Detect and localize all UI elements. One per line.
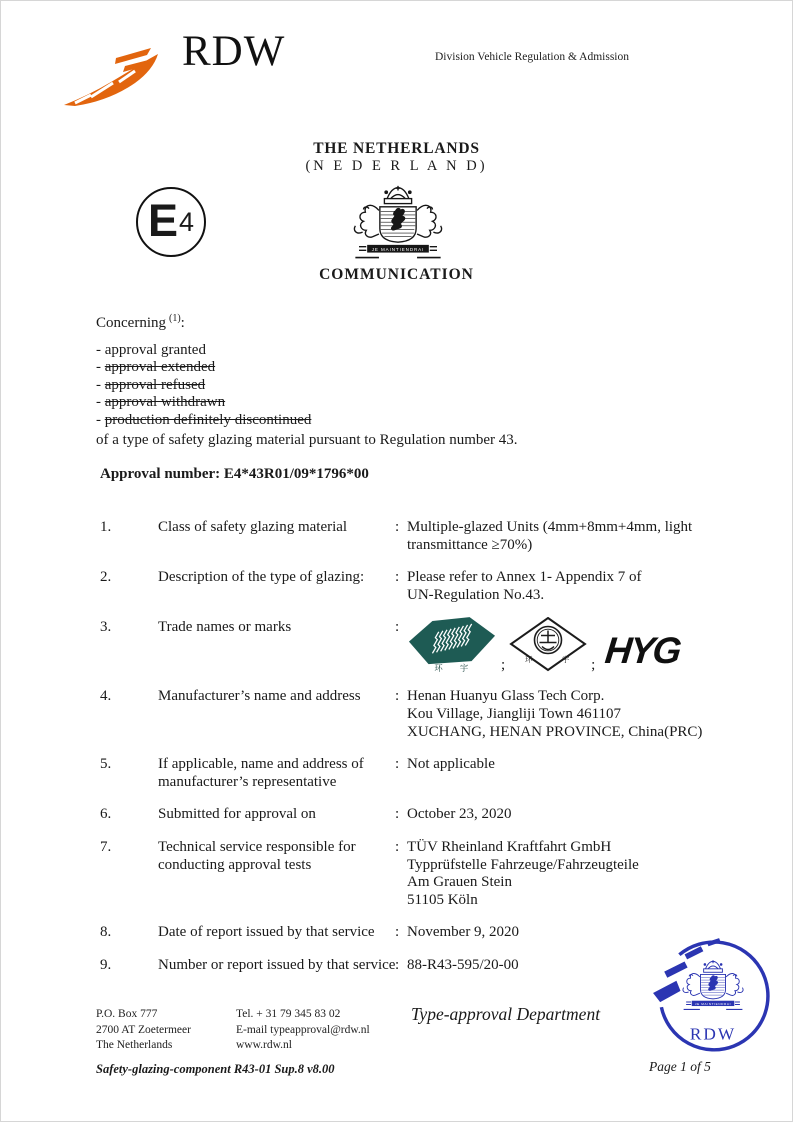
option-text-struck: approval withdrawn	[104, 394, 226, 411]
address-line: P.O. Box 777	[96, 1008, 158, 1020]
approval-item-5	[100, 756, 714, 791]
item-label	[158, 569, 395, 604]
mark-caption: 宇	[459, 664, 469, 674]
option-text-struck: approval refused	[104, 376, 206, 393]
item-label-line: Trade names or marks	[158, 619, 292, 636]
concerning-option	[96, 377, 311, 394]
mark-separator: ;	[591, 657, 596, 674]
item-value-line: Please refer to Annex 1- Appendix 7 of	[407, 569, 642, 586]
e-mark-number: 4	[178, 206, 195, 237]
item-value-lines	[407, 619, 684, 673]
rdw-stamp	[650, 937, 774, 1055]
page-indicator: Page 1 of 5	[649, 1059, 711, 1074]
contact-line: E-mail typeapproval@rdw.nl	[236, 1023, 370, 1036]
item-value	[395, 806, 714, 824]
rdw-wordmark: RDW	[182, 28, 286, 75]
stamp-rdw-text: RDW	[689, 1024, 737, 1044]
item-number: 4.	[100, 688, 112, 705]
item-label-line: conducting approval tests	[158, 856, 312, 873]
item-value-lines	[407, 688, 702, 741]
concerning-option	[96, 412, 311, 429]
approval-item-6	[100, 806, 714, 824]
item-label	[158, 957, 395, 975]
item-label-line: If applicable, name and address of	[158, 756, 364, 773]
item-value-line: transmittance ≥70%)	[407, 536, 533, 553]
approval-item-2	[100, 569, 714, 604]
trade-marks	[407, 616, 684, 673]
option-dash: -	[96, 359, 105, 376]
item-value-lines	[407, 957, 519, 975]
value-colon: :	[395, 756, 400, 773]
option-text-struck: production definitely discontinued	[104, 411, 312, 428]
approval-items-table	[100, 519, 714, 990]
concerning-options-list	[96, 342, 311, 429]
approval-number-value: E4*43R01/09*1796*00	[223, 466, 369, 482]
item-value-line: 51105 Köln	[407, 891, 478, 908]
item-label	[158, 806, 395, 824]
item-value-lines	[407, 519, 692, 554]
item-number: 6.	[100, 806, 112, 823]
item-label	[158, 619, 395, 673]
footnote-ref: (1)	[169, 313, 181, 324]
item-number: 5.	[100, 756, 112, 773]
item-label-line: Technical service responsible for	[158, 838, 356, 855]
item-label-line: Class of safety glazing material	[158, 519, 348, 535]
item-value-line: TÜV Rheinland Kraftfahrt GmbH	[407, 838, 612, 855]
department-title: Type-approval Department	[411, 1004, 601, 1024]
hyg-wordmark: HYG	[603, 630, 683, 672]
item-value-lines	[407, 756, 495, 791]
address-line: 2700 AT Zoetermeer	[96, 1023, 191, 1036]
approval-number-label: Approval number:	[100, 466, 221, 482]
item-value-line: Not applicable	[407, 756, 495, 773]
division-title: Division Vehicle Regulation & Admission	[435, 51, 630, 63]
approval-item-7	[100, 839, 714, 909]
footer-address	[96, 1007, 191, 1054]
contact-line: Tel. + 31 79 345 83 02	[236, 1008, 341, 1020]
item-label	[158, 756, 395, 791]
value-colon: :	[395, 838, 400, 855]
item-value-line: Typprüfstelle Fahrzeuge/Fahrzeugteile	[407, 856, 639, 873]
item-label-line: Description of the type of glazing:	[158, 569, 365, 586]
item-number: 3.	[100, 619, 112, 636]
value-colon: :	[395, 924, 400, 941]
option-dash: -	[96, 342, 105, 358]
item-value-line: Am Grauen Stein	[407, 874, 512, 891]
concerning-heading: Concerning $^{(1)}$:	[96, 313, 185, 331]
value-colon: :	[395, 688, 400, 705]
value-colon: :	[395, 569, 400, 586]
option-dash: -	[96, 411, 105, 428]
option-dash: -	[96, 376, 105, 393]
item-number: 8.	[100, 924, 112, 941]
subject-line: of a type of safety glazing material pursuant to Regulation number 43.	[96, 432, 518, 448]
item-label-line: Date of report issued by that service	[158, 924, 375, 941]
item-value-line: October 23, 2020	[407, 806, 512, 823]
item-value-line: XUCHANG, HENAN PROVINCE, China(PRC)	[407, 723, 703, 740]
item-value	[395, 619, 714, 673]
item-value-line: November 9, 2020	[407, 924, 520, 941]
item-value-line: 88-R43-595/20-00	[407, 956, 519, 973]
concerning-option	[96, 394, 311, 411]
item-value-line: UN-Regulation No.43.	[407, 586, 545, 603]
contact-line: www.rdw.nl	[236, 1039, 293, 1051]
item-label-line: manufacturer’s representative	[158, 773, 337, 790]
item-label-line: Number or report issued by that service	[158, 956, 396, 973]
netherlands-coat-of-arms	[339, 185, 457, 263]
mark-caption: 环	[525, 655, 533, 665]
doc-type-heading: COMMUNICATION	[319, 266, 474, 283]
item-label	[158, 924, 395, 942]
item-label-line: Manufacturer’s name and address	[158, 688, 361, 705]
mark-caption: 宇	[562, 655, 570, 665]
document-reference: Safety-glazing-component R43-01 Sup.8 v8.00	[96, 1062, 335, 1076]
e-mark-letter: E	[147, 195, 178, 246]
value-colon: :	[395, 806, 400, 823]
e4-approval-mark	[136, 187, 206, 257]
item-value	[395, 519, 714, 554]
approval-item-1	[100, 519, 714, 554]
concerning-option	[96, 342, 311, 359]
address-line: The Netherlands	[96, 1039, 173, 1051]
country-native-title: (N E D E R L A N D)	[305, 158, 488, 174]
item-value	[395, 756, 714, 791]
approval-number-line	[100, 466, 369, 483]
item-number: 9.	[100, 956, 112, 973]
item-value	[395, 688, 714, 741]
value-colon: :	[395, 519, 400, 535]
approval-item-8	[100, 924, 714, 942]
rdw-feather-logo	[61, 45, 173, 111]
approval-item-4	[100, 688, 714, 741]
mark-caption: 环	[434, 664, 443, 674]
value-colon: :	[395, 619, 400, 636]
concerning-option	[96, 359, 311, 376]
item-value-line: Henan Huanyu Glass Tech Corp.	[407, 688, 605, 705]
item-label	[158, 688, 395, 741]
country-title: THE NETHERLANDS	[313, 140, 480, 157]
item-value-lines	[407, 839, 639, 909]
huanyu-diamond-mark	[509, 617, 587, 673]
item-value-line: Kou Village, Jiangliji Town 461107	[407, 705, 622, 722]
item-number: 1.	[100, 519, 112, 535]
item-label	[158, 519, 395, 554]
huanyu-hexagon-mark	[407, 616, 497, 673]
footer-contact	[236, 1007, 370, 1054]
item-value	[395, 839, 714, 909]
mark-separator: ;	[501, 657, 506, 674]
item-label	[158, 839, 395, 909]
value-colon: :	[395, 956, 400, 973]
approval-item-3	[100, 619, 714, 673]
item-number: 7.	[100, 838, 112, 855]
item-value-lines	[407, 569, 642, 604]
item-number: 2.	[100, 569, 112, 586]
item-label-line: Submitted for approval on	[158, 806, 316, 823]
option-dash: -	[96, 394, 105, 411]
item-value	[395, 569, 714, 604]
item-value-line: Multiple-glazed Units (4mm+8mm+4mm, light	[407, 519, 693, 535]
item-value-lines	[407, 924, 519, 942]
approval-item-9	[100, 957, 714, 975]
item-value-lines	[407, 806, 512, 824]
option-text: approval granted	[104, 342, 206, 358]
option-text-struck: approval extended	[104, 359, 216, 376]
